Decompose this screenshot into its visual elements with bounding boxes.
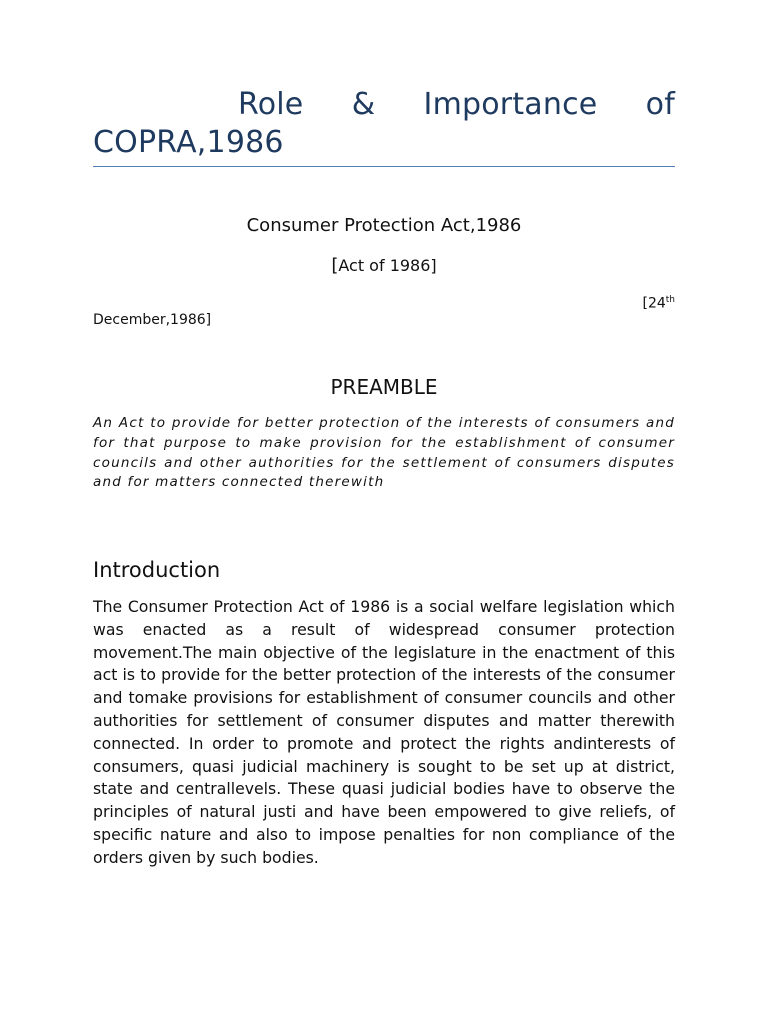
title-word: Importance (423, 87, 598, 122)
document-title (93, 86, 675, 162)
introduction-text: The Consumer Protection Act of 1986 is a social welfare legislation which was enacted as a result of widespread consumer protection movement.The main objective of the legislature in the enactment of this act is to provide for the better protection of the interests of the consumer and tomake provisions for establishment of consumer councils and other authorities for settlement of consumer disputes and matter therewith connected. In order to promote and protect the rights andinterests of consumers, quasi judicial machinery is sought to be set up at district, state and centrallevels. These quasi judicial bodies have to observe the principles of natural justi and have been empowered to give reliefs, of specific nature and also to impose penalties for non compliance of the orders given by such bodies. (93, 597, 675, 867)
preamble-heading: PREAMBLE (330, 375, 438, 399)
date-day: [24 (642, 295, 666, 312)
title-line-2: COPRA,1986 (93, 125, 284, 160)
title-divider (93, 166, 675, 167)
title-line-1 (93, 86, 675, 124)
act-date-line-1 (642, 290, 675, 314)
date-ordinal-suffix: th (665, 295, 675, 305)
preamble-text: An Act to provide for better protection of the interests of consumers and for that purpose to make provision for the establishment of consumer councils and other authorities for the settlement of consumers disputes and for matters connected therewith (93, 415, 675, 491)
act-number (93, 255, 675, 277)
title-word: of (645, 87, 675, 122)
document-page (93, 0, 675, 1024)
introduction-heading: Introduction (93, 558, 221, 582)
act-subtitle: Consumer Protection Act,1986 (246, 215, 522, 236)
act-date-line-2: December,1986] (93, 312, 212, 328)
title-word: Role (238, 87, 304, 122)
act-open-bracket: [ (331, 255, 339, 276)
act-label: Act of 1986] (338, 256, 437, 275)
title-word: & (351, 87, 376, 122)
